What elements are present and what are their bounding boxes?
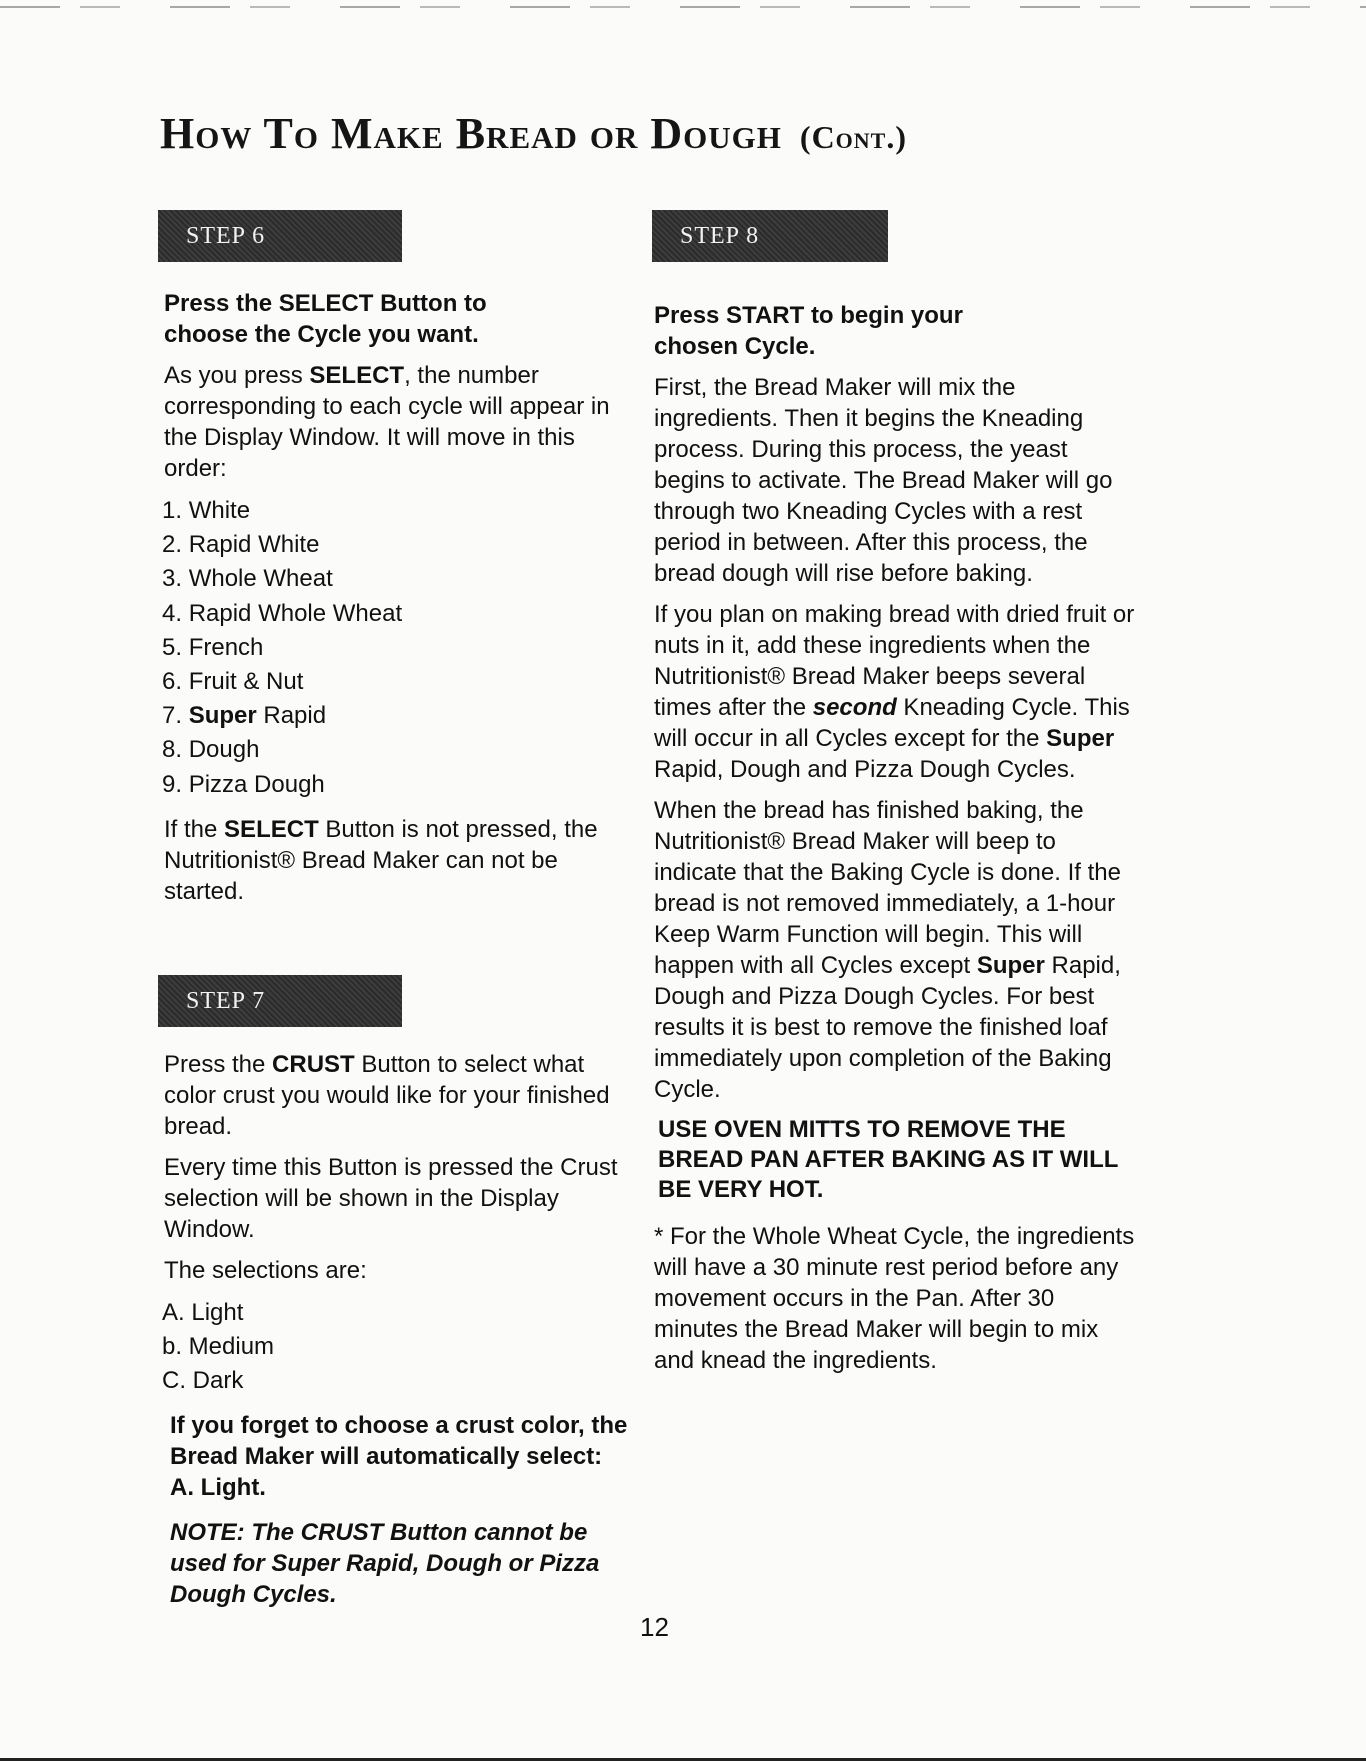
step-7-crust-text: Press the CRUST Button to select what color crust you would like for your finished bread. xyxy=(164,1050,610,1140)
step-6-badge: STEP 6 xyxy=(158,210,402,262)
step-8-mixing-text: First, the Bread Maker will mix the ingredients. Then it begins the Kneading process. During this process, the yeast begins to activate. The Bread Maker will go through two Kneading Cycles with a rest period in between. After this process, the bread dough will rise before baking. xyxy=(654,374,1113,587)
oven-mitts-warning: USE OVEN MITTS TO REMOVE THE BREAD PAN AFTER BAKING AS IT WILL BE VERY HOT. xyxy=(658,1116,1118,1203)
scan-top-border xyxy=(0,6,1366,8)
crust-option: b. Medium xyxy=(162,1333,275,1361)
cycle-item: 5. French xyxy=(162,633,264,661)
step-8-badge: STEP 8 xyxy=(652,210,888,262)
cycle-list xyxy=(162,494,628,802)
page-title xyxy=(160,108,907,159)
spacer xyxy=(158,917,628,975)
crust-option: C. Dark xyxy=(162,1367,244,1395)
select-note: If the SELECT Button is not pressed, the Nutritionist® Bread Maker can not be started. xyxy=(164,815,598,905)
cycle-item: 2. Rapid White xyxy=(162,531,320,559)
crust-options-list xyxy=(162,1296,628,1399)
cycle-item: 9. Pizza Dough xyxy=(162,770,325,798)
step-8-heading xyxy=(654,300,1138,362)
cycle-item: 4. Rapid Whole Wheat xyxy=(162,599,403,627)
step-8-heading-line1: Press START to begin your xyxy=(654,302,963,329)
step-6-heading xyxy=(164,288,628,350)
whole-wheat-footnote: * For the Whole Wheat Cycle, the ingredients will have a 30 minute rest period before any movement occurs in the Pan. After 30 minutes the Bread Maker will begin to mix and knead the ingredients. xyxy=(654,1223,1135,1374)
cycle-item: 3. Whole Wheat xyxy=(162,565,333,593)
crust-option: A. Light xyxy=(162,1298,244,1326)
step-8-heading-line2: chosen Cycle. xyxy=(654,333,816,360)
page-title-cont: (Cont.) xyxy=(799,119,908,155)
step-8-fruit-text: If you plan on making bread with dried fruit or nuts in it, add these ingredients when the Nutritionist® Bread Maker beeps several times after the second Kneading Cycle. This will occur in all Cycles except for the Super Rapid, Dough and Pizza Dough Cycles. xyxy=(654,601,1135,783)
cycle-item: 1. White xyxy=(162,497,251,524)
cycle-item: 8. Dough xyxy=(162,736,260,764)
auto-crust-note: If you forget to choose a crust color, the Bread Maker will automatically select: A. Light. xyxy=(170,1412,628,1502)
step-7-display-text: Every time this Button is pressed the Crust selection will be shown in the Display Window. xyxy=(164,1153,618,1243)
right-column xyxy=(648,210,1138,1386)
left-column xyxy=(158,210,628,1610)
page-number: 12 xyxy=(640,1612,669,1642)
crust-button-note: NOTE: The CRUST Button cannot be used for Super Rapid, Dough or Pizza Dough Cycles. xyxy=(170,1519,600,1609)
step-7-selections-label: The selections are: xyxy=(164,1256,367,1284)
cycle-item: 7. Super Rapid xyxy=(162,702,327,730)
cycle-item: 6. Fruit & Nut xyxy=(162,668,304,696)
step-6-heading-line1: Press the SELECT Button to xyxy=(164,290,487,317)
page-title-main: How To Make Bread or Dough xyxy=(160,109,782,158)
step-8-finished-text: When the bread has finished baking, the Nutritionist® Bread Maker will beep to indicate that the Baking Cycle is done. If the bread is not removed immediately, a 1-hour Keep Warm Function will begin. This will happen with all Cycles except Super Rapid, Dough and Pizza Dough Cycles. For best results it is best to remove the finished loaf immediately upon completion of the Baking Cycle. xyxy=(654,797,1121,1103)
step-7-badge: STEP 7 xyxy=(158,975,402,1027)
step-6-intro: As you press SELECT, the number corresponding to each cycle will appear in the Display Window. It will move in this order: xyxy=(164,362,610,482)
step-6-heading-line2: choose the Cycle you want. xyxy=(164,321,479,348)
